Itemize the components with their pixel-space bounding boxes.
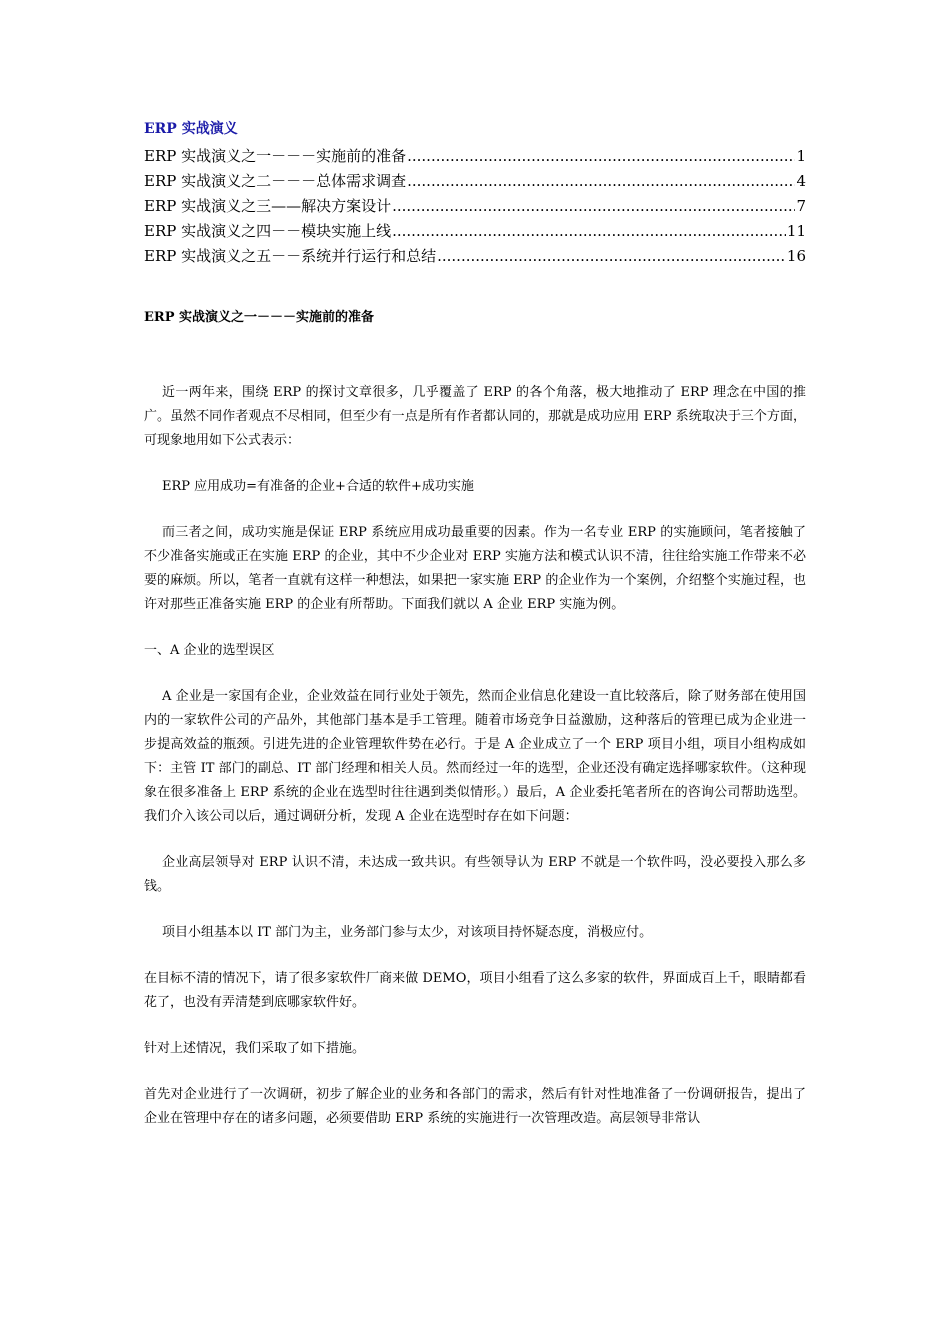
toc-entry-page: 1 [796,147,806,165]
toc-heading: ERP 实战演义 [144,121,238,137]
section-heading-selection: 一、A 企业的选型误区 [144,643,275,658]
toc-entry-page: 11 [786,222,806,240]
paragraph-intro: 近一两年来，围绕 ERP 的探讨文章很多，几乎覆盖了 ERP 的各个角落，极大地推动了 ERP 理念在中国的推广。虽然不同作者观点不尽相同，但至少有一点是所有作者都认同的，那就是成功应用 ERP 系统取决于三个方面，可现象地用如下公式表示： [144,385,806,448]
paragraph-problem-leadership: 企业高层领导对 ERP 认识不清，未达成一致共识。有些领导认为 ERP 不就是一个软件吗，没必要投入那么多钱。 [144,855,806,894]
table-of-contents [144,144,806,269]
toc-entry-2[interactable] [144,169,806,194]
toc-entry-title: ERP 实战演义之三——解决方案设计 [144,197,392,215]
toc-entry-title: ERP 实战演义之四－－模块实施上线 [144,222,392,240]
toc-entry-4[interactable] [144,219,806,244]
article-title: ERP 实战演义之一－－－实施前的准备 [144,310,375,325]
paragraph-implementation: 而三者之间，成功实施是保证 ERP 系统应用成功最重要的因素。作为一名专业 ERP 的实施顾问，笔者接触了不少准备实施或正在实施 ERP 的企业，其中不少企业对 ERP 实施方法和模式认识不清，往往给实施工作带来不必要的麻烦。所以，笔者一直就有这样一种想法，如果把一家实施 ERP 的企业作为一个案例，介绍整个实施过程，也许对那些正准备实施 ERP 的企业有所帮助。下面我们就以 A 企业 ERP 实施为例。 [144,525,806,612]
paragraph-measures: 针对上述情况，我们采取了如下措施。 [144,1041,366,1056]
toc-leader-dots [437,244,786,269]
toc-entry-3[interactable] [144,194,806,219]
paragraph-company-background: A 企业是一家国有企业，企业效益在同行业处于领先，然而企业信息化建设一直比较落后，除了财务部在使用国内的一家软件公司的产品外，其他部门基本是手工管理。随着市场竞争日益激励，这种落后的管理已成为企业进一步提高效益的瓶颈。引进先进的企业管理软件势在必行。于是 A 企业成立了一个 ERP 项目小组，项目小组构成如下：主管 IT 部门的副总、IT 部门经理和相关人员。然而经过一年的选型，企业还没有确定选择哪家软件。（这种现象在很多准备上 ERP 系统的企业在选型时往往遇到类似情形。）最后，A 企业委托笔者所在的咨询公司帮助选型。我们介入该公司以后，通过调研分析，发现 A 企业在选型时存在如下问题： [144,689,806,824]
paragraph-formula: ERP 应用成功=有准备的企业+合适的软件+成功实施 [162,479,474,494]
toc-entry-title: ERP 实战演义之二－－－总体需求调查 [144,172,407,190]
toc-leader-dots [407,144,795,169]
paragraph-research: 首先对企业进行了一次调研，初步了解企业的业务和各部门的需求，然后有针对性地准备了一份调研报告，提出了企业在管理中存在的诸多问题，必须要借助 ERP 系统的实施进行一次管理改造。高层领导非常认 [144,1087,806,1126]
paragraph-problem-team: 项目小组基本以 IT 部门为主，业务部门参与太少，对该项目持怀疑态度，消极应付。 [162,925,653,940]
toc-leader-dots [392,219,786,244]
page-content [144,120,806,1131]
paragraph-problem-demo: 在目标不清的情况下，请了很多家软件厂商来做 DEMO，项目小组看了这么多家的软件，界面成百上千，眼睛都看花了，也没有弄清楚到底哪家软件好。 [144,971,806,1010]
toc-entry-1[interactable] [144,144,806,169]
toc-entry-page: 16 [786,247,806,265]
toc-entry-page: 4 [796,172,806,190]
toc-leader-dots [407,169,795,194]
toc-entry-title: ERP 实战演义之五－－系统并行运行和总结 [144,247,437,265]
toc-entry-title: ERP 实战演义之一－－－实施前的准备 [144,147,407,165]
toc-entry-page: 7 [796,197,806,215]
toc-leader-dots [392,194,795,219]
toc-entry-5[interactable] [144,244,806,269]
